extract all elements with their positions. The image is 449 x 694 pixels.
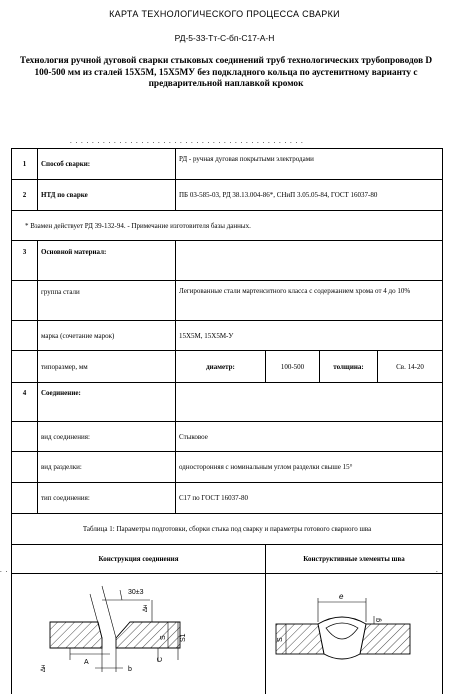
empty-cell	[12, 422, 38, 452]
row-number: 4	[12, 383, 38, 422]
welding-method-label: Способ сварки:	[38, 149, 176, 180]
joint-code-value: С17 по ГОСТ 16037-80	[176, 483, 443, 514]
row-joint	[12, 383, 443, 422]
margin-dots: . .	[0, 566, 9, 574]
s-label: S	[160, 635, 167, 640]
e-label: e	[339, 592, 344, 601]
db-note: * Взамен действует РД 39-132-94. - Примечание изготовителя базы данных.	[12, 211, 443, 241]
card-code: РД-5-33-Тт-С-бп-С17-А-Н	[174, 33, 275, 43]
size-label: типоразмер, мм	[38, 351, 176, 383]
divider-dots: . . . . . . . . . . . . . . . . . . . . . . . . . . . . . . . . . . . . . . . . . . .	[70, 137, 304, 145]
right-plate	[116, 622, 180, 648]
joint-design-drawing	[40, 580, 200, 675]
bevel-value: односторонняя с номинальным углом разделки свыше 15°	[176, 452, 443, 483]
joint-design-header: Конструкция соединения	[12, 545, 266, 574]
right-pipe-wall	[360, 624, 410, 654]
row-number: 1	[12, 149, 38, 180]
steel-group-label: группа стали	[38, 281, 176, 321]
row-number: 3	[12, 241, 38, 281]
grade-label: марка (сочетание марок)	[38, 321, 176, 351]
table1-caption: Таблица 1: Параметры подготовки, сборки стыка под сварку и параметры готового сварного шва	[12, 514, 443, 545]
row-joint-type	[12, 422, 443, 452]
s-label-right: S	[277, 637, 284, 642]
b-label: b	[128, 666, 132, 673]
empty-cell	[12, 351, 38, 383]
s1-label: S1	[180, 633, 187, 642]
empty-cell	[12, 281, 38, 321]
row-grade	[12, 321, 443, 351]
row-table1-caption	[12, 514, 443, 545]
diameter-label: диаметр:	[176, 351, 266, 383]
bevel-label: вид разделки:	[38, 452, 176, 483]
diameter-value: 100-500	[266, 351, 320, 383]
grade-value: 15Х5М, 15Х5М-У	[176, 321, 443, 351]
standards-value: ПБ 03-585-03, РД 38.13.004-86*, СНиП 3.05.05-84, ГОСТ 16037-80	[176, 180, 443, 211]
technology-title: Технология ручной дуговой сварки стыковых соединений труб технологических трубопроводов D 100-500 мм из сталей 15Х5М, 15Х5МУ без подкладного кольца по аустенитному варианту с предварительной наплавкой кромок	[19, 56, 433, 89]
g-label: g	[375, 618, 382, 622]
c-label: C	[157, 656, 164, 662]
row-note	[12, 211, 443, 241]
empty-cell	[12, 321, 38, 351]
thickness-label: толщина:	[320, 351, 378, 383]
weld-elements-drawing	[262, 580, 432, 675]
empty-cell	[12, 452, 38, 483]
steel-group-value: Легированные стали мартенситного класса с содержанием хрома от 4 до 10%	[176, 281, 443, 321]
margin-dots: . .	[436, 566, 445, 574]
weld-elements-header: Конструктивные элементы шва	[266, 545, 443, 574]
row-steel-group	[12, 281, 443, 321]
base-material-label: Основной материал:	[38, 241, 176, 281]
row-number: 2	[12, 180, 38, 211]
row-section-headers	[12, 545, 443, 574]
row-welding-method	[12, 149, 443, 180]
row-size	[12, 351, 443, 383]
base-material-value	[176, 241, 443, 281]
row-base-material	[12, 241, 443, 281]
angle-label: 30±3	[128, 589, 144, 596]
welding-method-value: РД - ручная дуговая покрытыми электродами	[176, 149, 443, 180]
joint-type-value: Стыковое	[176, 422, 443, 452]
left-plate	[50, 622, 102, 648]
thickness-value: Св. 14-20	[378, 351, 443, 383]
card-title: КАРТА ТЕХНОЛОГИЧЕСКОГО ПРОЦЕССА СВАРКИ	[109, 9, 340, 19]
dh-label: Δн	[143, 604, 149, 612]
row-bevel	[12, 452, 443, 483]
row-standards	[12, 180, 443, 211]
dh2-label: Δн	[41, 664, 47, 672]
row-joint-code	[12, 483, 443, 514]
joint-label: Соединение:	[38, 383, 176, 422]
joint-code-label: тип соединения:	[38, 483, 176, 514]
joint-type-label: вид соединения:	[38, 422, 176, 452]
a-label: A	[84, 659, 89, 666]
standards-label: НТД по сварке	[38, 180, 176, 211]
empty-cell	[12, 483, 38, 514]
joint-value	[176, 383, 443, 422]
